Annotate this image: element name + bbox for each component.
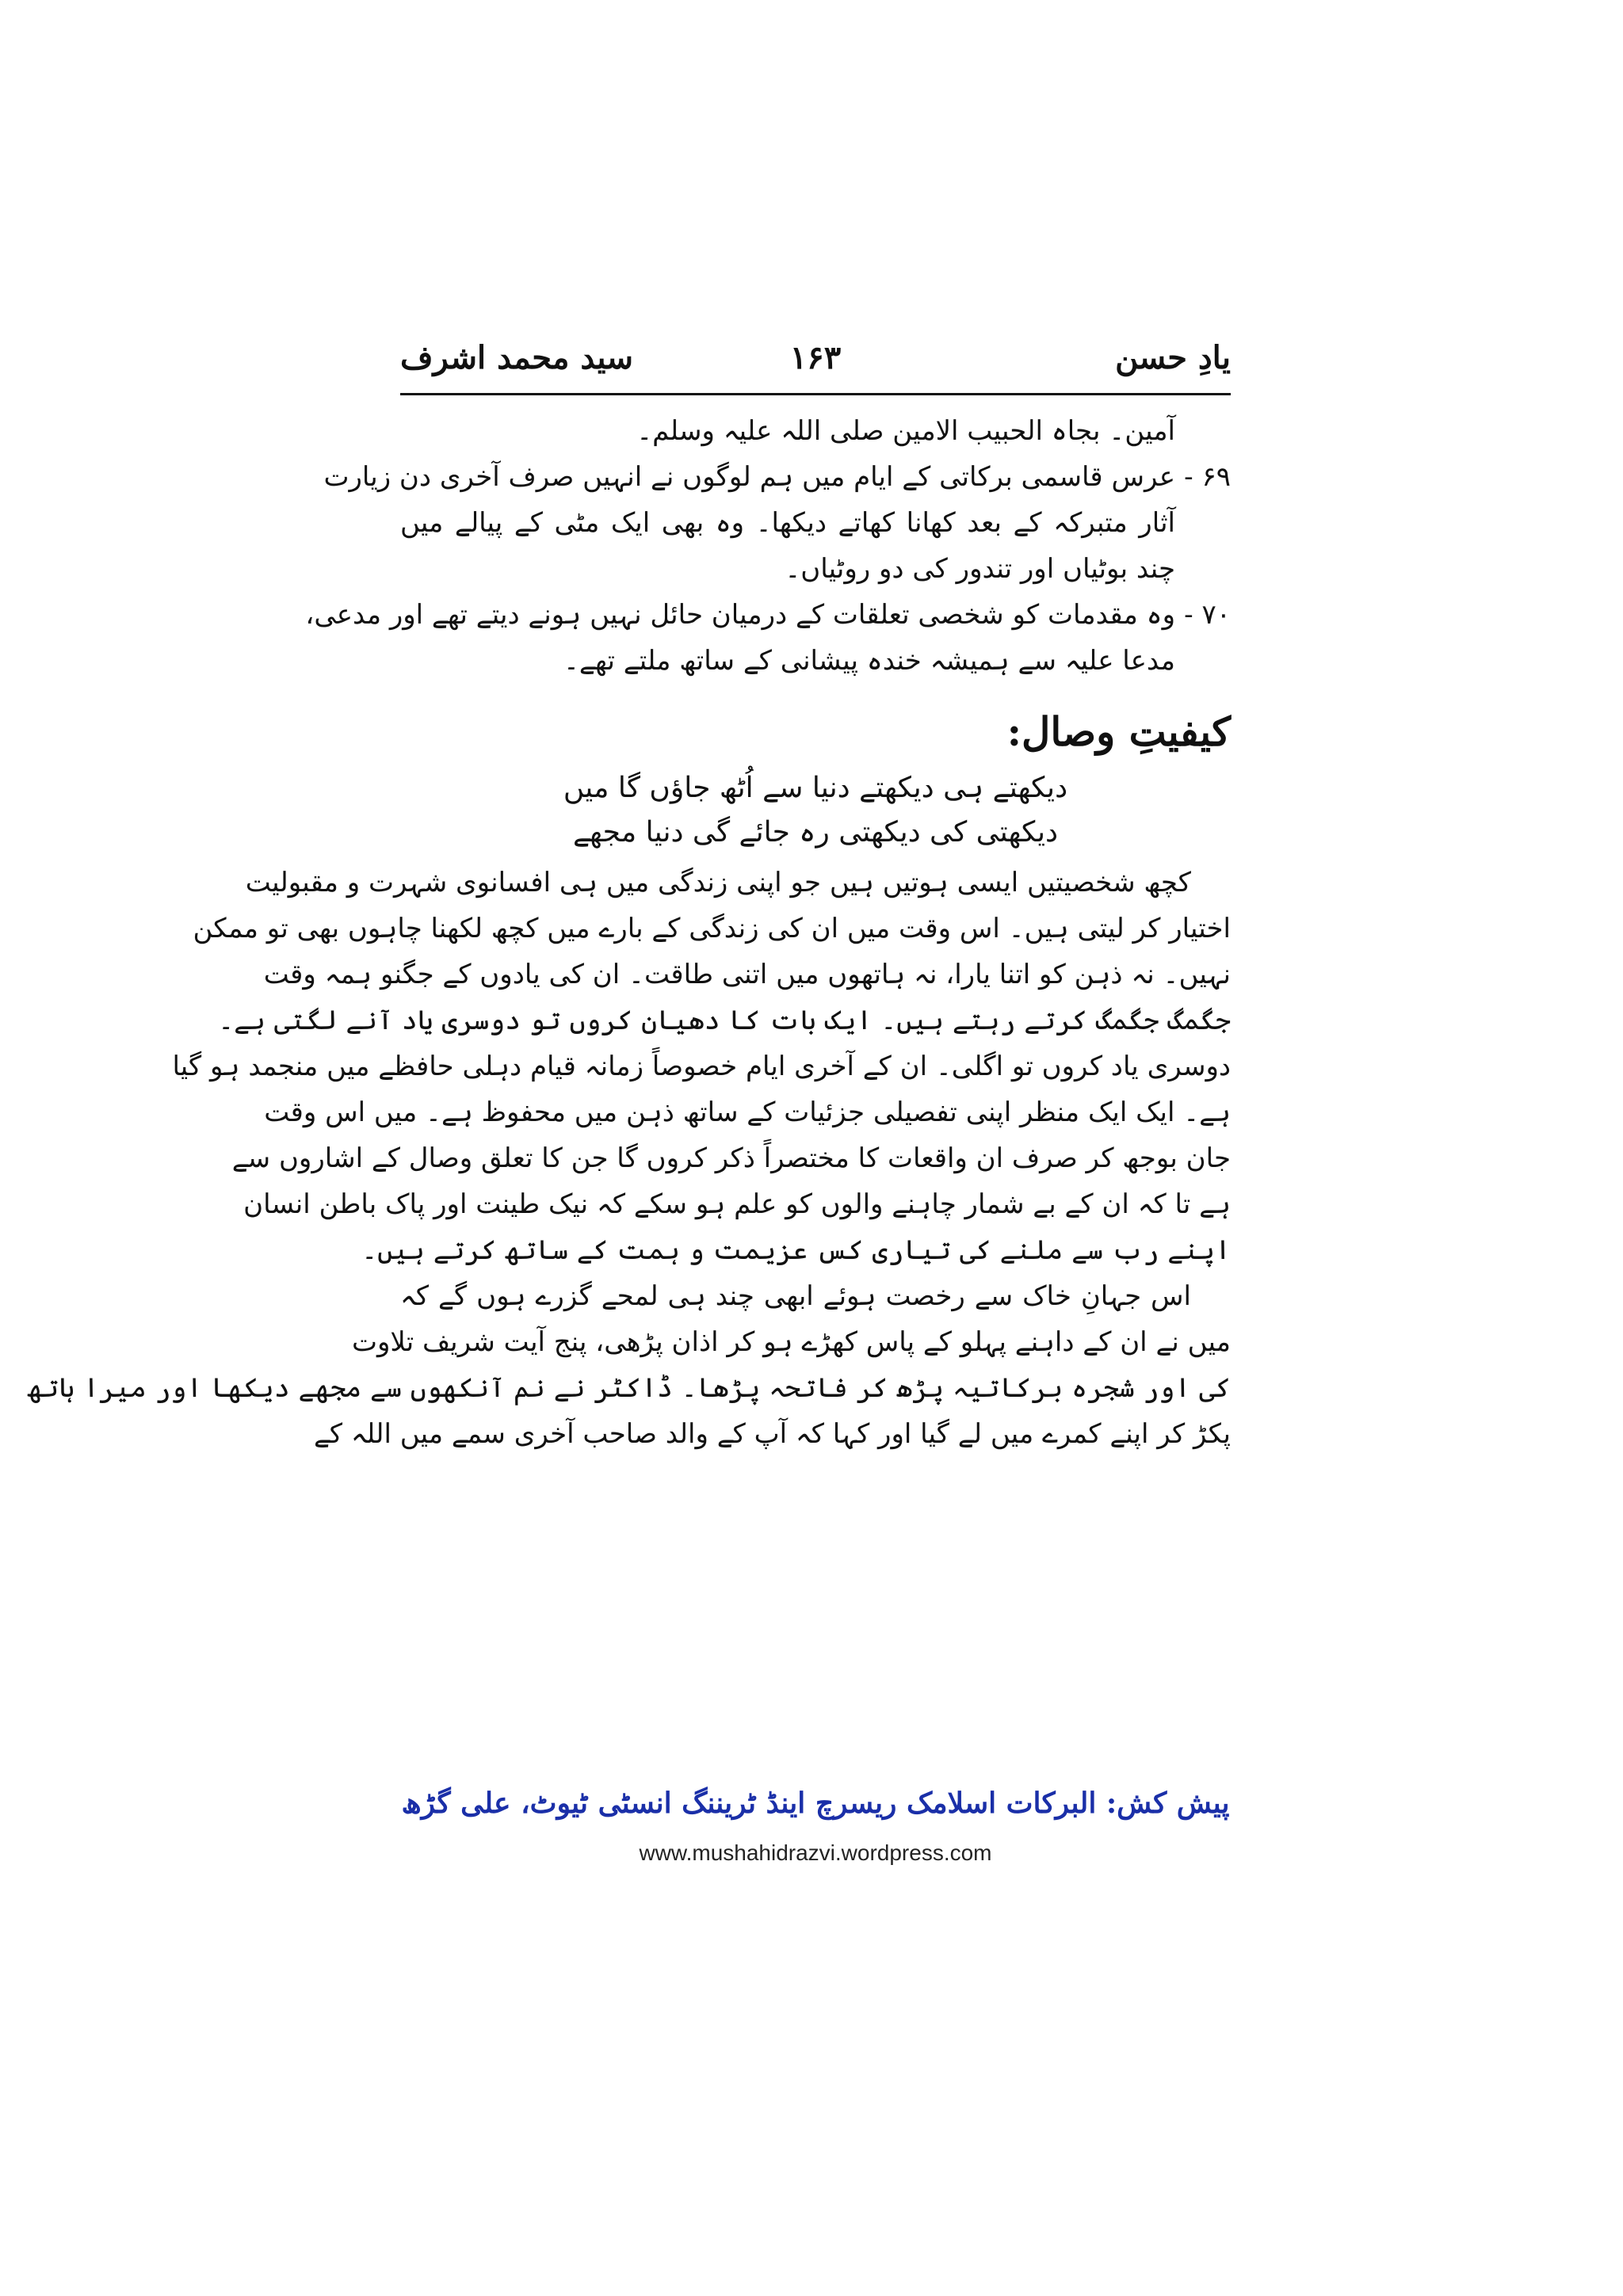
paragraph-line: جگمگ جگمگ کرتے رہتے ہیں۔ ایک بات کا دھیان کروں تو دوسری یاد آنے لگتی ہے۔ [218,1005,1231,1036]
publisher-credit: پیش کش: البرکات اسلامک ریسرچ اینڈ ٹریننگ انسٹی ٹیوٹ، علی گڑھ [401,1787,1230,1820]
page-body [27,408,1231,1457]
paragraph-line: دوسری یاد کروں تو اگلی۔ ان کے آخری ایام خصوصاً زمانہ قیام دہلی حافظے میں منجمد ہو گیا [172,1051,1231,1082]
verse-line: دیکھتے ہی دیکھتے دنیا سے اُٹھ جاؤں گا میں [563,772,1068,804]
item-line: وہ مقدمات کو شخصی تعلقات کے درمیان حائل نہیں ہونے دیتے تھے اور مدعی، [305,599,1175,631]
page-number: ۱۶۳ [789,339,842,376]
paragraph-line: نہیں۔ نہ ذہن کو اتنا یارا، نہ ہاتھوں میں اتنی طاقت۔ ان کی یادوں کے جگنو ہمہ وقت [263,959,1231,990]
running-header [400,333,1231,388]
item-line: عرس قاسمی برکاتی کے ایام میں ہم لوگوں نے انہیں صرف آخری دن زیارت [323,461,1175,493]
paragraph-2 [27,1273,1231,1457]
verse-couplet [400,766,1231,855]
paragraph-line: ہے۔ ایک ایک منظر اپنی تفصیلی جزئیات کے ساتھ ذہن میں محفوظ ہے۔ میں اس وقت [264,1097,1231,1128]
item-line: مدعا علیہ سے ہمیشہ خندہ پیشانی کے ساتھ ملتے تھے۔ [563,645,1175,677]
paragraph-line: پکڑ کر اپنے کمرے میں لے گیا اور کہا کہ آپ کے والد صاحب آخری سمے میں اللہ کے [313,1418,1231,1450]
verse-line: دیکھتی کی دیکھتی رہ جائے گی دنیا مجھے [572,816,1059,849]
paragraph-line: کچھ شخصیتیں ایسی ہوتیں ہیں جو اپنی زندگی میں ہی افسانوی شہرت و مقبولیت [245,867,1191,898]
item-text [323,454,1175,592]
paragraph-line: کی اور شجرہ برکاتیہ پڑھ کر فاتحہ پڑھا۔ ڈاکٹر نے نم آنکھوں سے مجھے دیکھا اور میرا ہاتھ [27,1372,1231,1404]
website-url[interactable]: www.mushahidrazvi.wordpress.com [639,1840,992,1865]
section-heading: کیفیتِ وصال: [1006,708,1231,755]
paragraph-line: ہے تا کہ ان کے بے شمار چاہنے والوں کو علم ہو سکے کہ نیک طینت اور پاک باطن انسان [243,1188,1231,1220]
paragraph-line: اپنے رب سے ملنے کی تیاری کس عزیمت و ہمت کے ساتھ کرتے ہیں۔ [361,1234,1231,1266]
author-name: سید محمد اشرف [400,339,633,376]
item-text [305,592,1175,684]
book-title: یادِ حسن [1115,339,1231,376]
paragraph-line: میں نے ان کے داہنے پہلو کے پاس کھڑے ہو کر اذان پڑھی، پنج آیت شریف تلاوت [351,1326,1231,1358]
item-line: چند بوٹیاں اور تندور کی دو روٹیاں۔ [785,553,1175,585]
intro-line: آمین۔ بجاہ الحبیب الامین صلی اللہ علیہ وسلم۔ [636,415,1175,447]
item-number: ۷۰ - [1184,599,1231,631]
paragraph-line: اختیار کر لیتی ہیں۔ اس وقت میں ان کی زندگی کے بارے میں کچھ لکھنا چاہوں بھی تو ممکن [193,913,1231,944]
header-divider [400,393,1231,395]
paragraph-line: اس جہانِ خاک سے رخصت ہوئے ابھی چند ہی لمحے گزرے ہوں گے کہ [400,1280,1191,1312]
item-line: آثار متبرکہ کے بعد کھانا کھاتے دیکھا۔ وہ بھی ایک مٹی کے پیالے میں [400,507,1175,539]
numbered-item-70 [305,592,1231,684]
paragraph-line: جان بوجھ کر صرف ان واقعات کا مختصراً ذکر کروں گا جن کا تعلق وصال کے اشاروں سے [231,1142,1231,1174]
paragraph-1 [172,860,1231,1273]
numbered-item-69 [323,454,1231,592]
item-number: ۶۹ - [1184,461,1231,493]
